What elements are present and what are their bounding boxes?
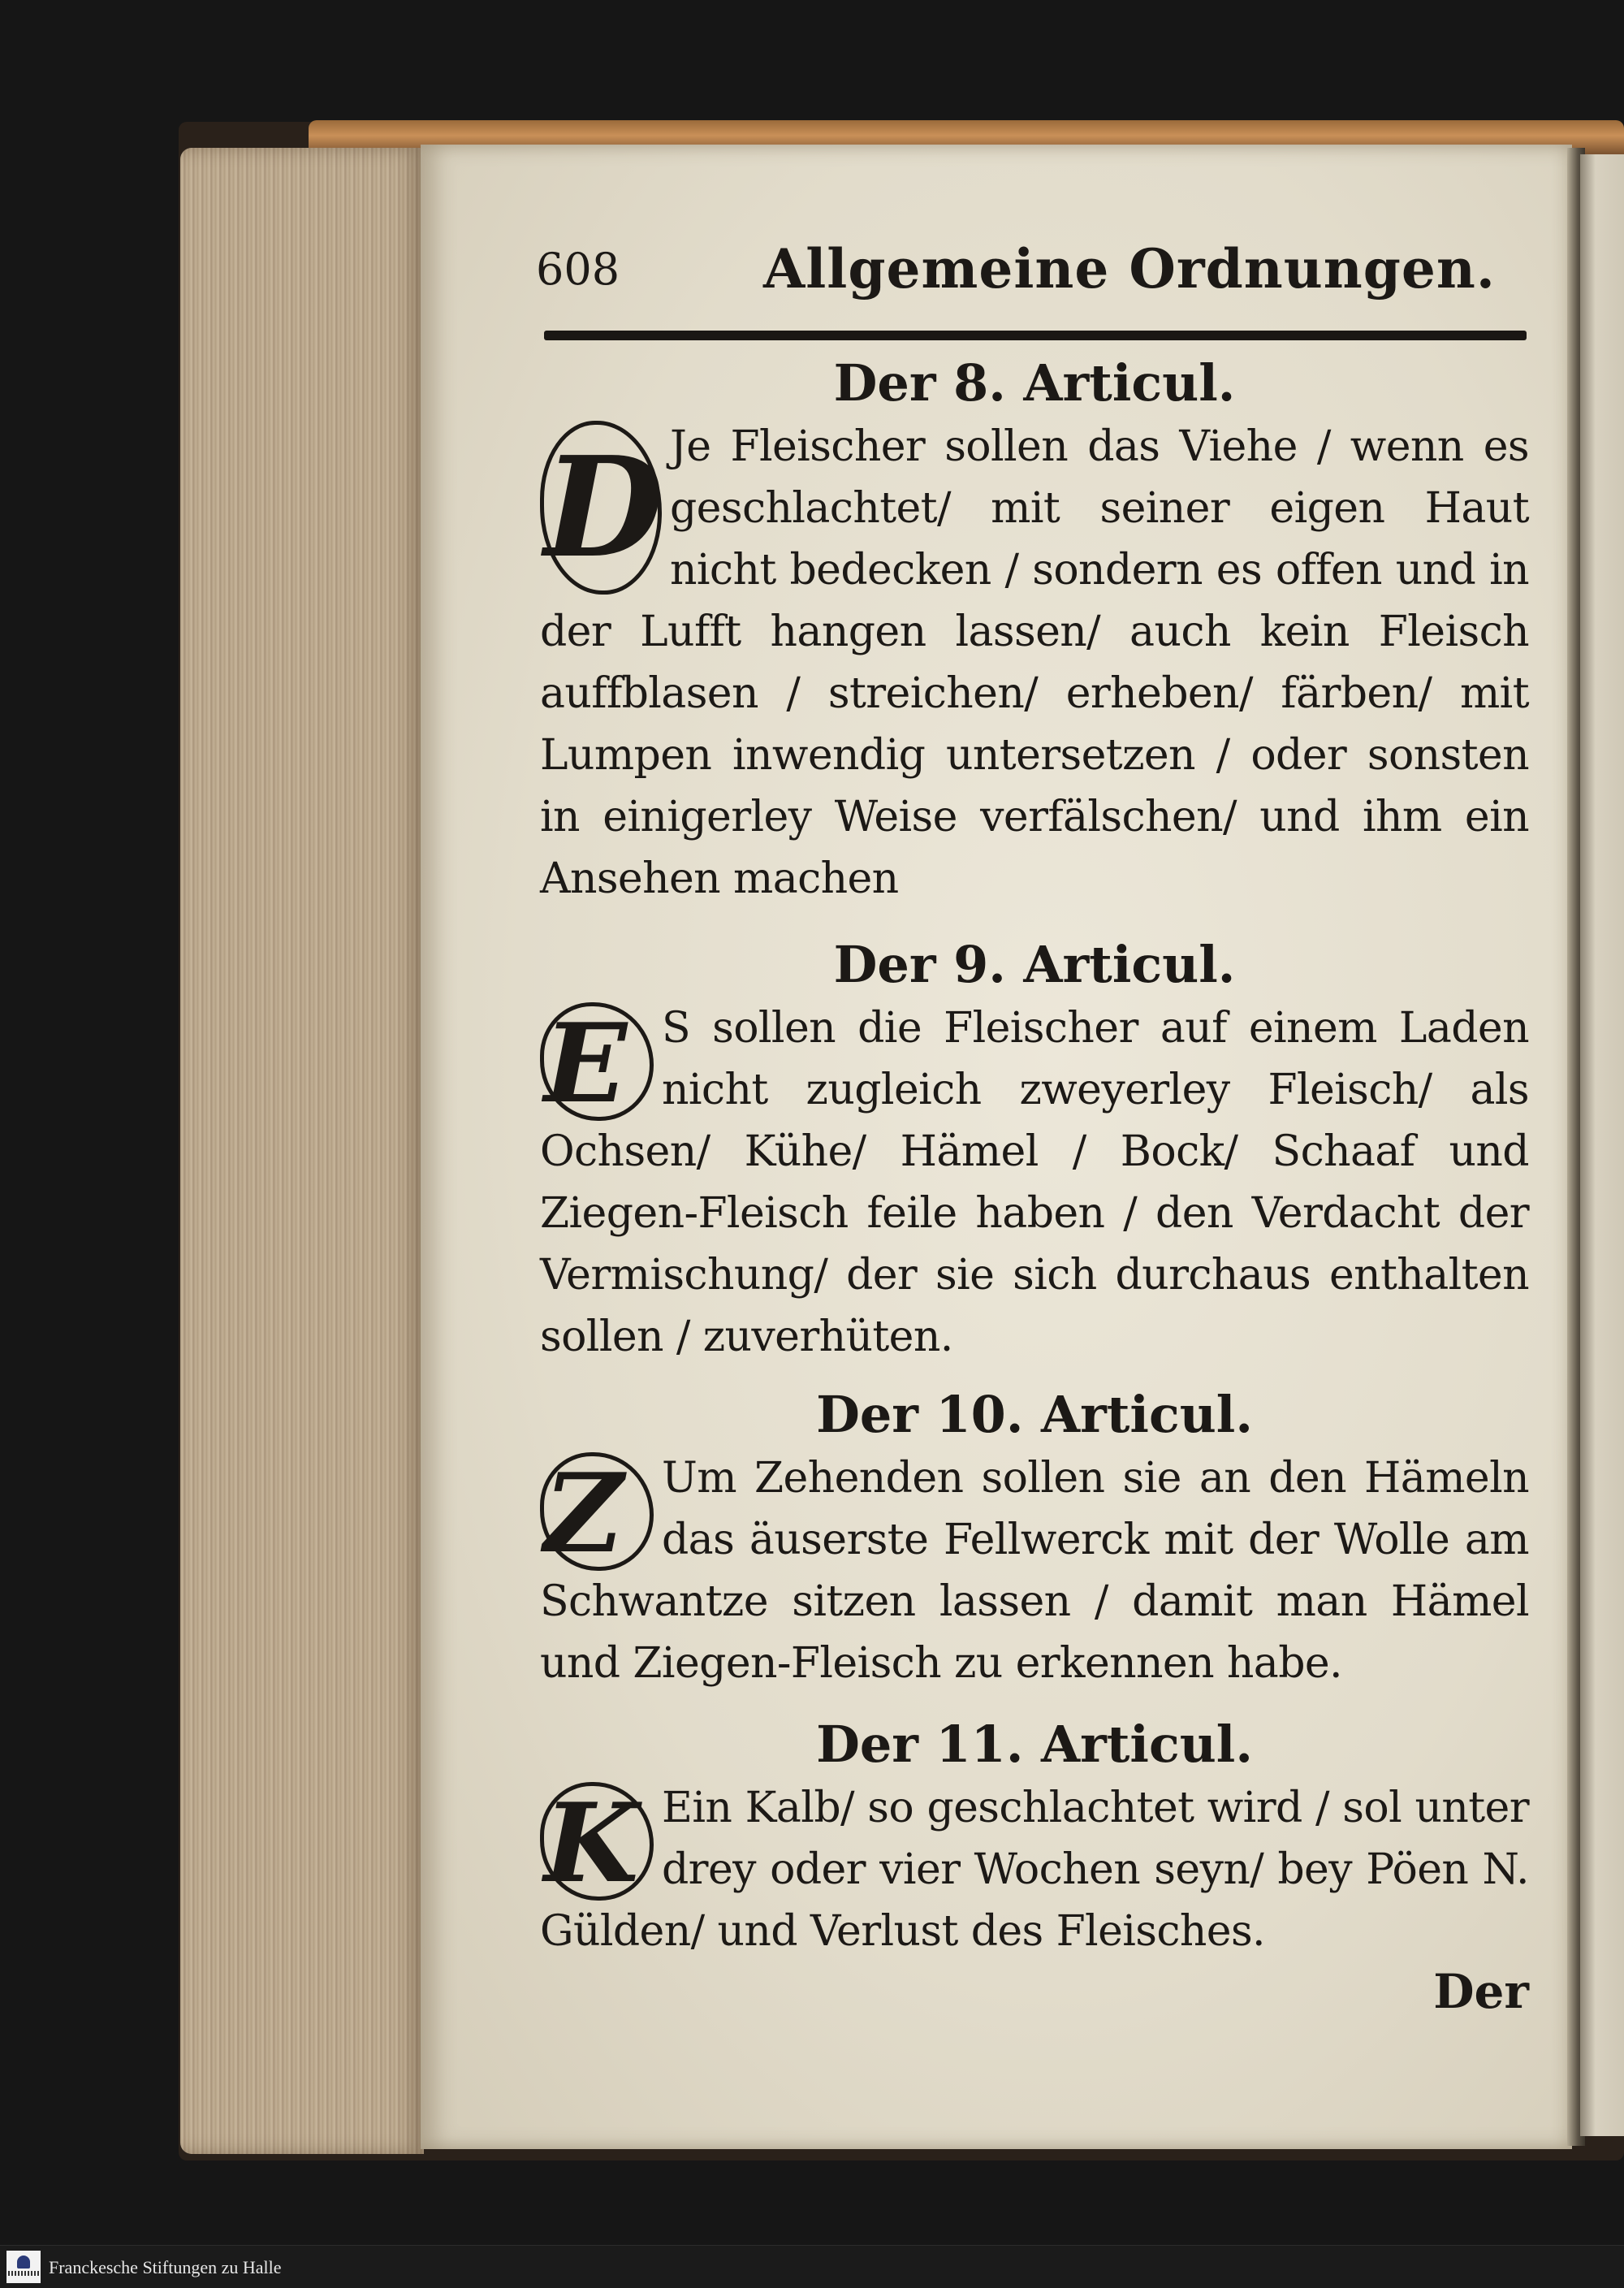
drop-cap-initial: E	[540, 1002, 654, 1121]
logo-mark	[17, 2256, 30, 2269]
article-heading: Der 10. Articul.	[816, 1385, 1253, 1444]
catchword-line	[540, 1964, 1529, 2029]
article-body: Je Fleischer sollen das Viehe / wenn es geschlachtet/ mit seiner eigen Haut nicht bedecken / sondern es offen und in der Lufft hangen lassen/ auch kein Fleisch auffblasen / streichen/ erheben/ färben/ mit Lumpen inwendig untersetzen / oder sonsten in einigerley Weise verfälschen/ und ihm ein Ansehen machen	[540, 422, 1529, 903]
facing-page-edge	[1580, 154, 1624, 2136]
article-heading: Der 11. Articul.	[816, 1715, 1253, 1774]
article-8	[540, 351, 1529, 910]
article-body: Ein Kalb/ so geschlachtet wird / sol unter drey oder vier Wochen seyn/ bey Pöen N. Gülden/ und Verlust des Fleisches.	[540, 1784, 1529, 1956]
page-number: 608	[536, 244, 620, 295]
article-body: S sollen die Fleischer auf einem Laden nicht zugleich zweyerley Fleisch/ als Ochsen/ Kühe/ Hämel / Bock/ Schaaf und Ziegen-Fleisch feile haben / den Verdacht der Vermischung/ der sie sich durchaus enthalten sollen / zuverhüten.	[540, 1004, 1529, 1361]
running-title: Allgemeine Ordnungen.	[763, 237, 1496, 301]
drop-cap-initial: Z	[540, 1452, 654, 1571]
article-9	[540, 932, 1529, 1368]
article-text	[540, 997, 1529, 1368]
drop-cap-initial: K	[540, 1782, 654, 1901]
article-10	[540, 1382, 1529, 1694]
logo-text-lines	[8, 2271, 39, 2276]
article-text	[540, 416, 1529, 910]
article-text	[540, 1447, 1529, 1694]
institution-name: Franckesche Stiftungen zu Halle	[49, 2257, 282, 2277]
header-rule	[544, 331, 1527, 340]
page-fore-edge	[180, 148, 424, 2154]
catchword: Der	[1433, 1964, 1529, 2019]
running-head	[536, 237, 1543, 317]
page-body	[540, 351, 1529, 2029]
article-heading: Der 9. Articul.	[833, 935, 1236, 994]
drop-cap-initial: D	[540, 421, 662, 595]
institution-logo-icon[interactable]	[6, 2251, 41, 2283]
article-11	[540, 1712, 1529, 1962]
footer-bar	[0, 2245, 1624, 2288]
article-text	[540, 1777, 1529, 1962]
article-body: Um Zehenden sollen sie an den Hämeln das äuserste Fellwerck mit der Wolle am Schwantze sitzen lassen / damit man Hämel und Ziegen-Fleisch zu erkennen habe.	[540, 1454, 1529, 1688]
article-heading: Der 8. Articul.	[833, 353, 1236, 413]
